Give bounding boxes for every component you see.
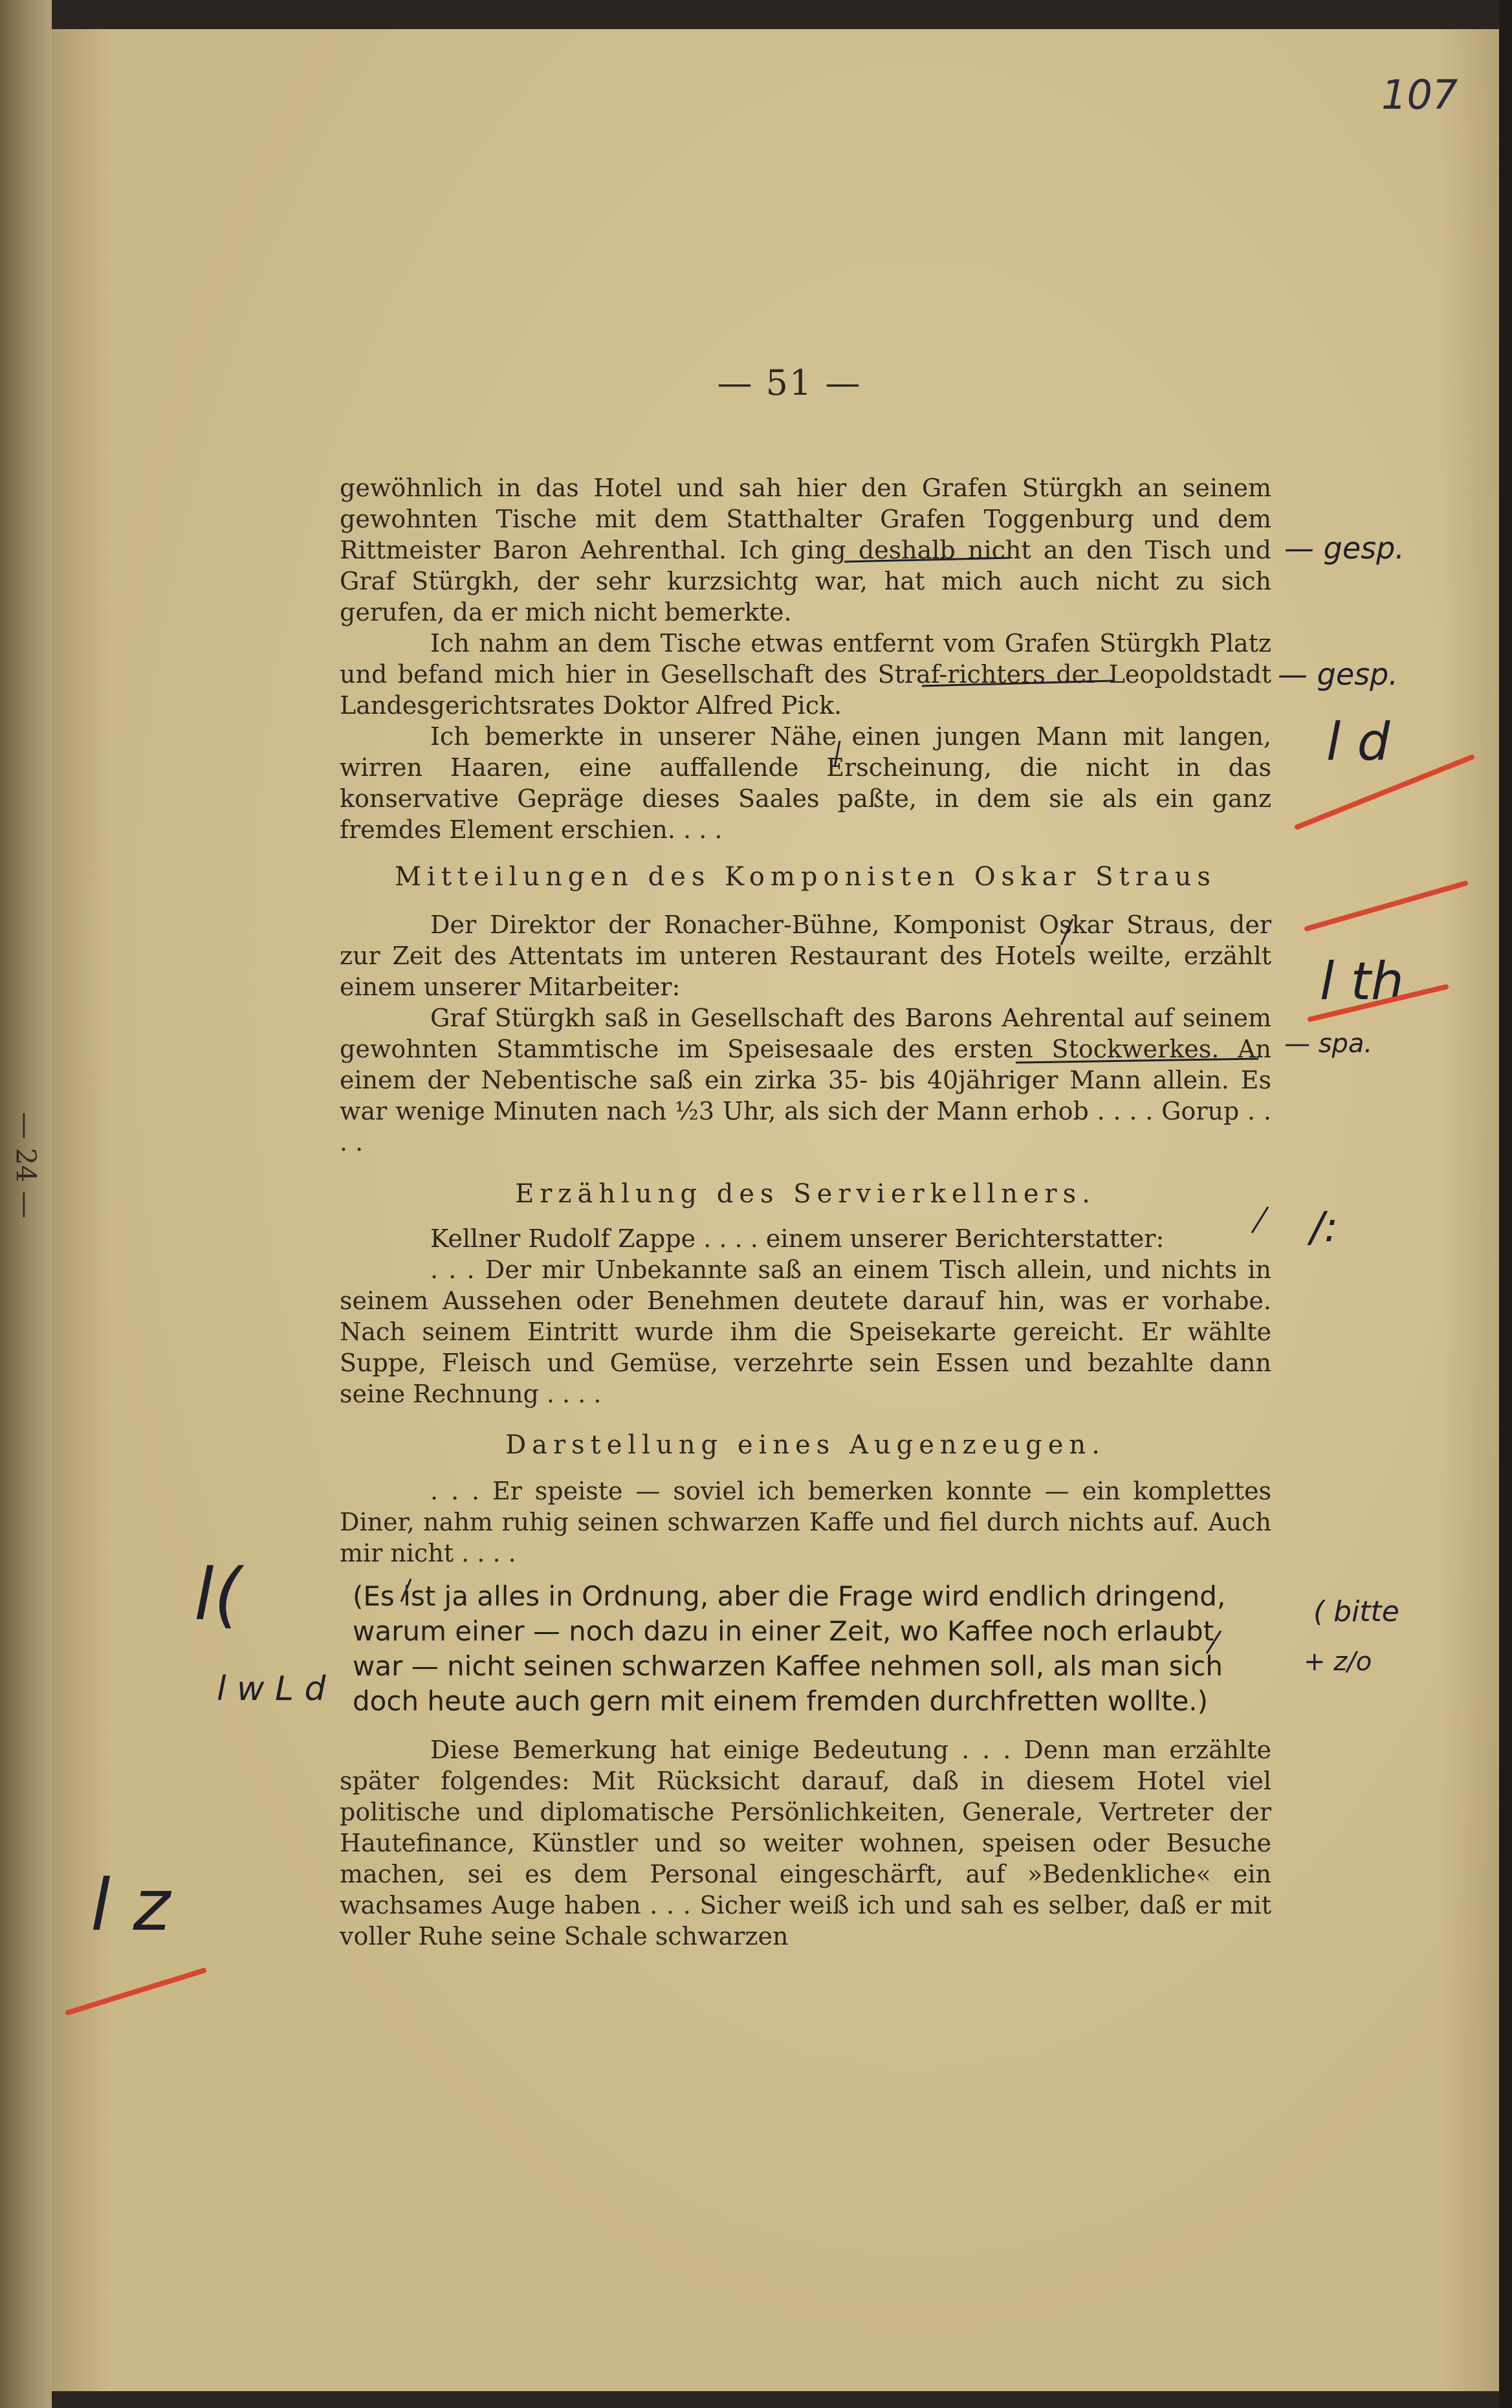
red-pencil-stroke — [1307, 883, 1465, 929]
paragraph: Diese Bemerkung hat einige Bedeutung . . . Denn man erzählte später folgendes: Mit Rücksicht darauf, daß in diesem Hotel viel politische und diplomatische Persönlichkeiten, Generale, Vertreter der Hautefinance, Künstler und so weiter wohnen, speisen oder Besuche machen, sei es dem Personal eingeschärft, auf »Bedenkliche« ein wachsames Auge haben . . . Sicher weiß ich und sah es selber, daß er mit voller Ruhe seine Schale schwarzen — [340, 1736, 1271, 1950]
page-number: — 51 — — [717, 362, 862, 403]
paragraph: Ich bemerkte in unserer Nähe einen jungen Mann mit langen, wirren Haaren, eine auffallende Erscheinung, die nicht in das konservative Gepräge dieses Saales paßte, in dem sie als ein ganz fremdes Element erschien. . . . — [340, 722, 1271, 844]
paragraph: . . . Er speiste — soviel ich bemerken konnte — ein komplettes Diner, nahm ruhig seinen schwarzen Kaffe und fiel durch nichts auf. Auch mir nicht . . . . — [340, 1477, 1271, 1567]
red-pencil-stroke — [1310, 987, 1446, 1019]
margin-note: l( — [194, 1553, 242, 1636]
archive-page-number: 107 — [1381, 71, 1458, 118]
section-heading: Mitteilungen des Komponisten Oskar Straus — [395, 862, 1216, 892]
inserted-comment: (Es ist ja alles in Ordnung, aber die Frage wird endlich dringend, warum einer — noch dazu in einer Zeit, wo Kaffee noch erlaubt war — nicht seinen schwarzen Kaffee nehmen soll, als man sich doch heute auch gern mit einem fremden durchfretten wollte.) — [353, 1580, 1226, 1717]
margin-note: ( bitte — [1313, 1595, 1399, 1628]
margin-note: l d — [1326, 712, 1390, 772]
section-heading: Erzählung des Servierkellners. — [515, 1179, 1096, 1209]
underline-mark — [922, 681, 1113, 686]
correction-mark — [835, 741, 1073, 945]
margin-note: — gesp. — [1284, 531, 1405, 566]
margin-note: l th — [1320, 951, 1404, 1011]
paragraph: Graf Stürgkh saß in Gesellschaft des Barons Aehrental auf seinem gewohnten Stammtische im Speisesaale des ersten Stockwerkes. An einem der Nebentische saß ein zirka 35- bis 40jähriger Mann allein. Es war wenige Minuten nach ½3 Uhr, als sich der Mann erhob . . . . Gorup . . . . — [340, 1004, 1271, 1156]
paragraph: Kellner Rudolf Zappe . . . . einem unserer Berichterstatter: — [430, 1224, 1165, 1253]
margin-note: + z/o — [1304, 1647, 1372, 1677]
margin-note: l w L d — [217, 1670, 326, 1708]
correction-mark — [401, 1207, 1268, 1653]
red-pencil-stroke — [68, 1971, 204, 2013]
underline-mark — [844, 558, 1009, 562]
section-heading: Darstellung eines Augenzeugen. — [505, 1430, 1106, 1460]
paragraph: Der Direktor der Ronacher-Bühne, Komponist Oskar Straus, der zur Zeit des Attentats im unteren Restaurant des Hotels weilte, erzählt einem unserer Mitarbeiter: — [340, 911, 1271, 1001]
red-pencil-stroke — [1297, 757, 1472, 827]
margin-note: l z — [91, 1864, 171, 1947]
margin-note: — gesp. — [1278, 657, 1398, 692]
underline-mark — [1016, 1059, 1258, 1063]
margin-note: — spa. — [1284, 1029, 1373, 1059]
paragraph: . . . Der mir Unbekannte saß an einem Tisch allein, und nichts in seinem Aussehen oder Benehmen deutete darauf hin, was er vorhabe. Nach seinem Eintritt wurde ihm die Speisekarte gereicht. Er wählte Suppe, Fleisch und Gemüse, verzehrte sein Essen und bezahlte dann seine Rechnung . . . . — [340, 1255, 1271, 1408]
spine-number-text: — 24 — — [10, 1111, 42, 1219]
paragraph: Ich nahm an dem Tische etwas entfernt vom Grafen Stürgkh Platz und befand mich hier in Gesellschaft des Straf-richters der Leopoldstadt Landesgerichtsrates Doktor Alfred Pick. — [340, 629, 1271, 720]
paragraph: gewöhnlich in das Hotel und sah hier den Grafen Stürgkh an seinem gewohnten Tische mit dem Statthalter Grafen Toggenburg und dem Rittmeister Baron Aehrenthal. Ich ging deshalb nicht an den Tisch und Graf Stürgkh, der sehr kurzsichtg war, hat mich auch nicht zu sich gerufen, da er mich nicht bemerkte. — [340, 474, 1271, 626]
margin-note: /: — [1310, 1204, 1339, 1252]
